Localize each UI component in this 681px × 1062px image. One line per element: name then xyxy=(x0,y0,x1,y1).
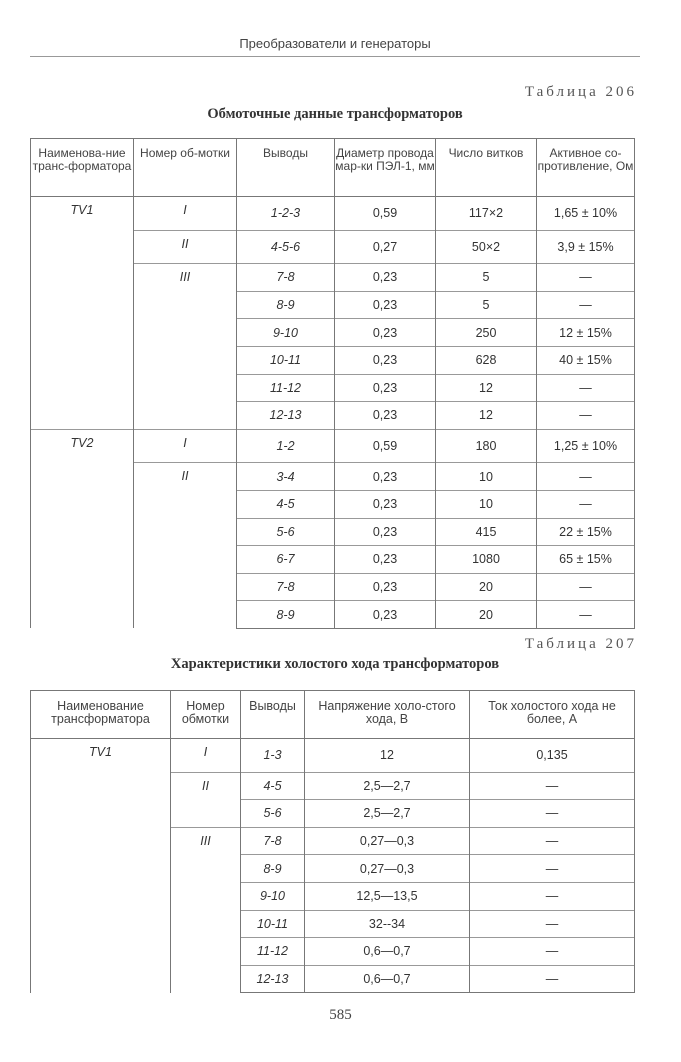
leads-cell: 4-5 xyxy=(237,490,335,518)
leads-cell: 3-4 xyxy=(237,463,335,491)
turns-cell: 415 xyxy=(436,518,537,546)
resistance-cell: 12 ± 15% xyxy=(537,319,635,347)
leads-cell: 7-8 xyxy=(241,827,305,855)
turns-cell: 10 xyxy=(436,463,537,491)
diameter-cell: 0,23 xyxy=(335,346,436,374)
diameter-cell: 0,23 xyxy=(335,463,436,491)
column-header: Наименова-ние транс-форматора xyxy=(31,139,134,197)
leads-cell: 10-11 xyxy=(241,910,305,938)
turns-cell: 117×2 xyxy=(436,197,537,231)
voltage-cell: 2,5—2,7 xyxy=(305,800,470,828)
turns-cell: 12 xyxy=(436,402,537,430)
voltage-cell: 0,6—0,7 xyxy=(305,938,470,966)
resistance-cell: — xyxy=(537,463,635,491)
turns-cell: 628 xyxy=(436,346,537,374)
table-206 xyxy=(30,138,635,629)
transformer-name: TV2 xyxy=(31,429,134,628)
transformer-name: TV1 xyxy=(31,739,171,993)
current-cell: — xyxy=(470,965,635,993)
winding-number: I xyxy=(134,197,237,231)
leads-cell: 8-9 xyxy=(237,291,335,319)
resistance-cell: — xyxy=(537,374,635,402)
turns-cell: 1080 xyxy=(436,546,537,574)
resistance-cell: 40 ± 15% xyxy=(537,346,635,374)
leads-cell: 4-5 xyxy=(241,772,305,800)
leads-cell: 9-10 xyxy=(237,319,335,347)
leads-cell: 6-7 xyxy=(237,546,335,574)
diameter-cell: 0,23 xyxy=(335,490,436,518)
table-207-title: Характеристики холостого хода трансформаторов xyxy=(170,656,500,672)
resistance-cell: 1,25 ± 10% xyxy=(537,429,635,463)
current-cell: — xyxy=(470,772,635,800)
resistance-cell: 22 ± 15% xyxy=(537,518,635,546)
leads-cell: 12-13 xyxy=(241,965,305,993)
leads-cell: 1-2-3 xyxy=(237,197,335,231)
current-cell: — xyxy=(470,800,635,828)
turns-cell: 50×2 xyxy=(436,230,537,264)
leads-cell: 9-10 xyxy=(241,882,305,910)
table-row xyxy=(31,197,635,231)
diameter-cell: 0,23 xyxy=(335,319,436,347)
diameter-cell: 0,23 xyxy=(335,546,436,574)
diameter-cell: 0,27 xyxy=(335,230,436,264)
column-header: Номер обмотки xyxy=(171,691,241,739)
winding-number: II xyxy=(171,772,241,827)
winding-number: II xyxy=(134,463,237,629)
resistance-cell: — xyxy=(537,601,635,629)
diameter-cell: 0,23 xyxy=(335,601,436,629)
current-cell: — xyxy=(470,855,635,883)
voltage-cell: 2,5—2,7 xyxy=(305,772,470,800)
resistance-cell: 3,9 ± 15% xyxy=(537,230,635,264)
table-206-title: Обмоточные данные трансформаторов xyxy=(207,106,463,122)
page-number: 585 xyxy=(329,1007,352,1023)
diameter-cell: 0,23 xyxy=(335,291,436,319)
column-header: Выводы xyxy=(241,691,305,739)
leads-cell: 11-12 xyxy=(241,938,305,966)
column-header: Активное со-противление, Ом xyxy=(537,139,635,197)
leads-cell: 8-9 xyxy=(241,855,305,883)
winding-number: II xyxy=(134,230,237,264)
leads-cell: 10-11 xyxy=(237,346,335,374)
resistance-cell: — xyxy=(537,264,635,292)
leads-cell: 8-9 xyxy=(237,601,335,629)
current-cell: 0,135 xyxy=(470,739,635,773)
leads-cell: 7-8 xyxy=(237,264,335,292)
diameter-cell: 0,23 xyxy=(335,264,436,292)
turns-cell: 5 xyxy=(436,291,537,319)
leads-cell: 11-12 xyxy=(237,374,335,402)
leads-cell: 5-6 xyxy=(237,518,335,546)
turns-cell: 250 xyxy=(436,319,537,347)
table-206-body xyxy=(31,197,635,629)
winding-number: I xyxy=(171,739,241,773)
column-header: Ток холостого хода не более, А xyxy=(470,691,635,739)
leads-cell: 12-13 xyxy=(237,402,335,430)
voltage-cell: 32--34 xyxy=(305,910,470,938)
winding-number: III xyxy=(171,827,241,993)
voltage-cell: 12 xyxy=(305,739,470,773)
column-header: Число витков xyxy=(436,139,537,197)
voltage-cell: 12,5—13,5 xyxy=(305,882,470,910)
header-rule xyxy=(30,56,640,57)
leads-cell: 5-6 xyxy=(241,800,305,828)
voltage-cell: 0,6—0,7 xyxy=(305,965,470,993)
diameter-cell: 0,23 xyxy=(335,374,436,402)
table-206-number: Таблица 206 xyxy=(524,84,637,100)
turns-cell: 12 xyxy=(436,374,537,402)
leads-cell: 7-8 xyxy=(237,573,335,601)
table-207-number: Таблица 207 xyxy=(524,636,637,652)
diameter-cell: 0,23 xyxy=(335,402,436,430)
turns-cell: 20 xyxy=(436,601,537,629)
table-row xyxy=(31,739,635,773)
resistance-cell: — xyxy=(537,490,635,518)
turns-cell: 10 xyxy=(436,490,537,518)
leads-cell: 4-5-6 xyxy=(237,230,335,264)
turns-cell: 180 xyxy=(436,429,537,463)
resistance-cell: — xyxy=(537,573,635,601)
resistance-cell: — xyxy=(537,291,635,319)
leads-cell: 1-3 xyxy=(241,739,305,773)
resistance-cell: 1,65 ± 10% xyxy=(537,197,635,231)
transformer-name: TV1 xyxy=(31,197,134,430)
running-head: Преобразователи и генераторы xyxy=(239,36,431,51)
resistance-cell: 65 ± 15% xyxy=(537,546,635,574)
winding-number: III xyxy=(134,264,237,430)
current-cell: — xyxy=(470,910,635,938)
resistance-cell: — xyxy=(537,402,635,430)
winding-number: I xyxy=(134,429,237,463)
column-header: Номер об-мотки xyxy=(134,139,237,197)
diameter-cell: 0,59 xyxy=(335,429,436,463)
voltage-cell: 0,27—0,3 xyxy=(305,855,470,883)
diameter-cell: 0,23 xyxy=(335,518,436,546)
column-header: Наименование трансформатора xyxy=(31,691,171,739)
diameter-cell: 0,59 xyxy=(335,197,436,231)
diameter-cell: 0,23 xyxy=(335,573,436,601)
turns-cell: 5 xyxy=(436,264,537,292)
current-cell: — xyxy=(470,882,635,910)
leads-cell: 1-2 xyxy=(237,429,335,463)
column-header: Диаметр провода мар-ки ПЭЛ-1, мм xyxy=(335,139,436,197)
column-header: Выводы xyxy=(237,139,335,197)
voltage-cell: 0,27—0,3 xyxy=(305,827,470,855)
table-207 xyxy=(30,690,635,993)
current-cell: — xyxy=(470,938,635,966)
turns-cell: 20 xyxy=(436,573,537,601)
current-cell: — xyxy=(470,827,635,855)
table-207-body xyxy=(31,739,635,993)
column-header: Напряжение холо-стого хода, В xyxy=(305,691,470,739)
table-row xyxy=(31,429,635,463)
